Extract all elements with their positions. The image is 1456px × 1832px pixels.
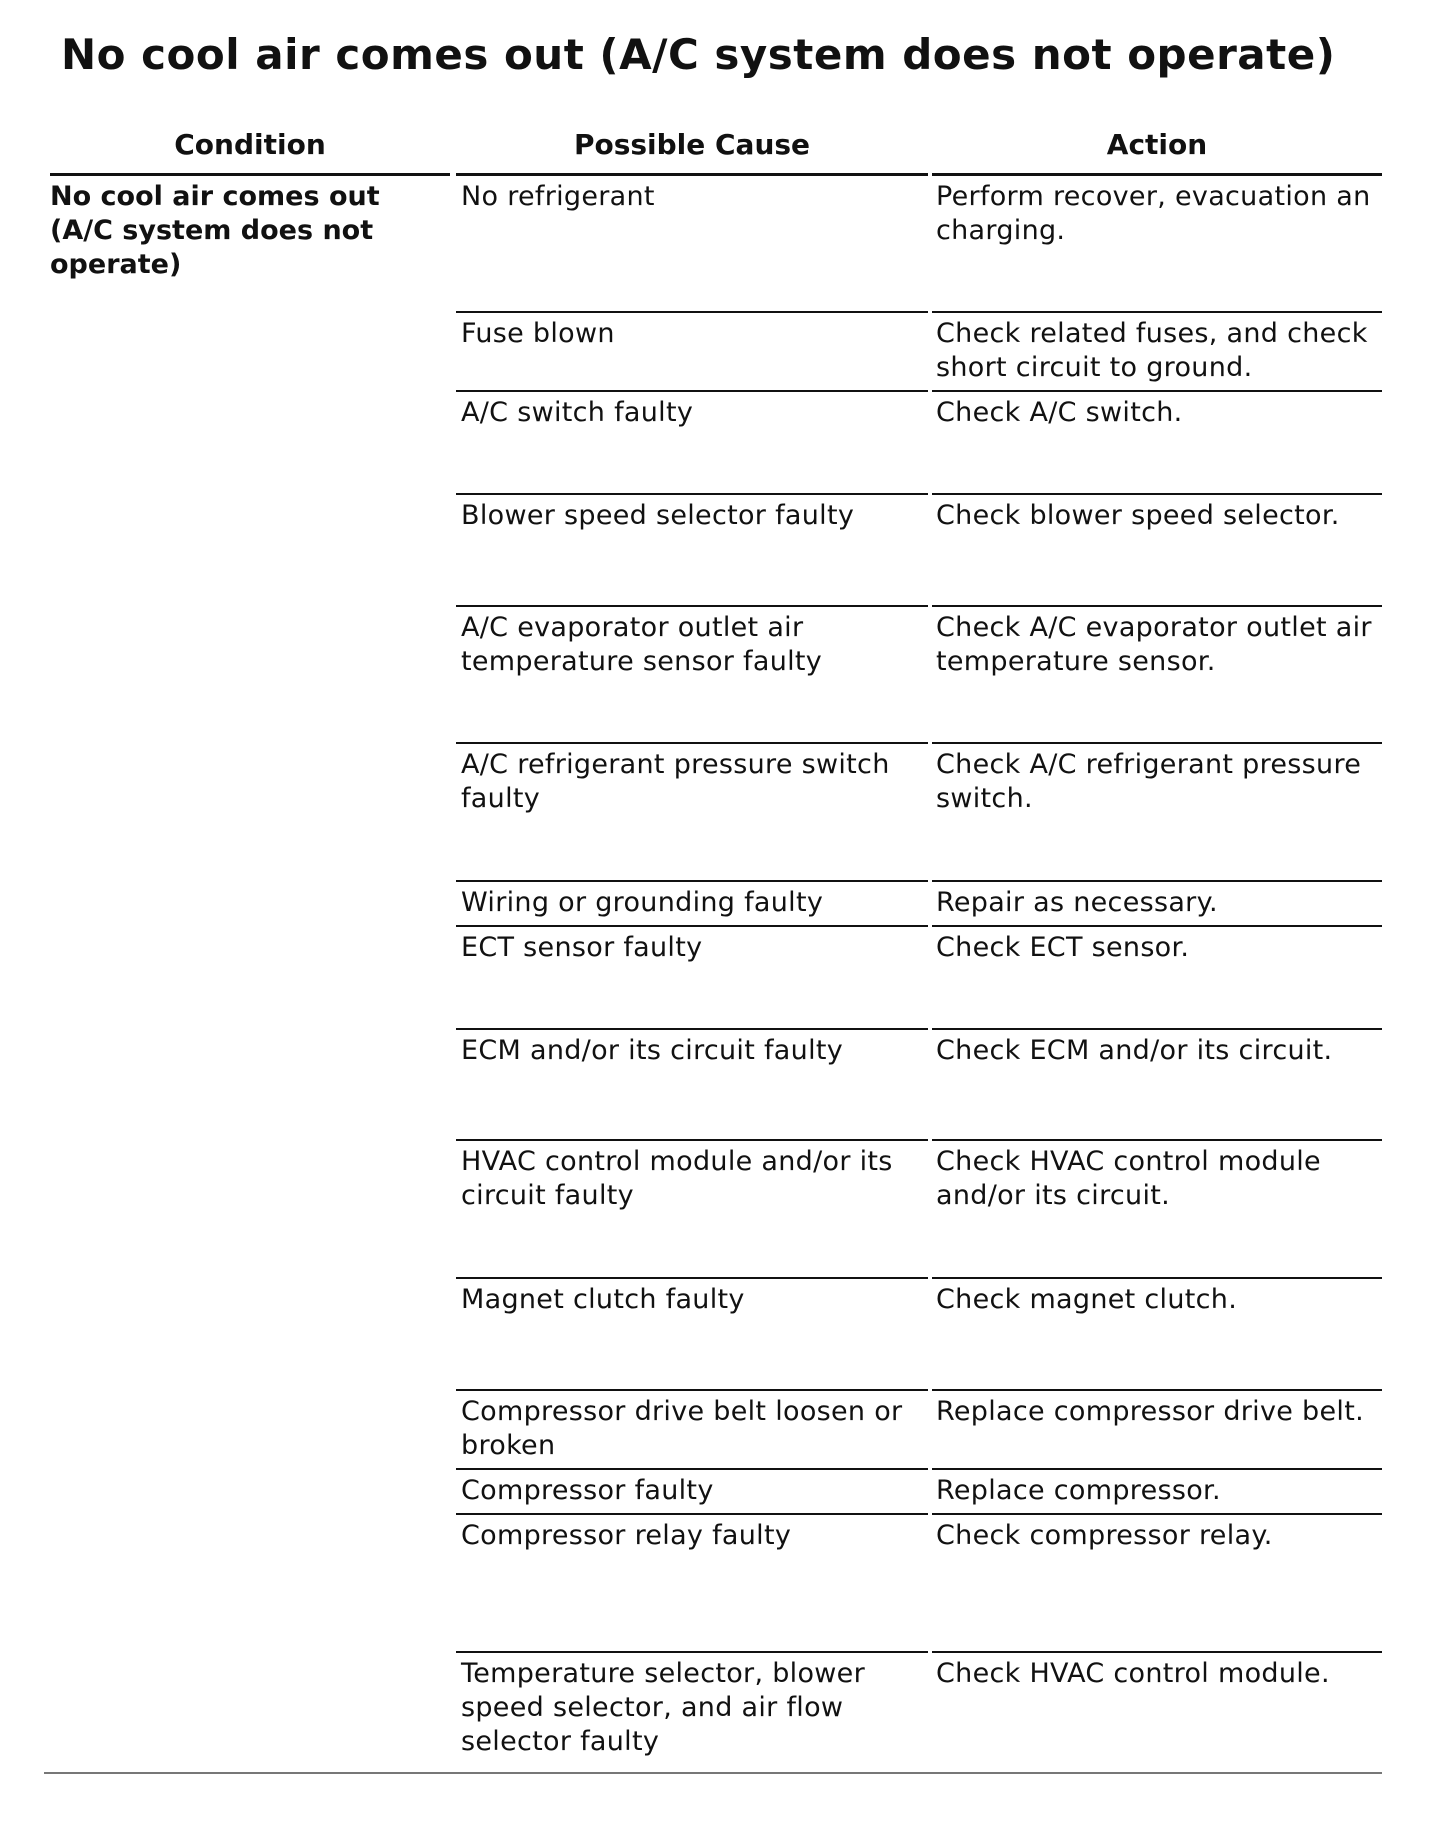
action-cell: Check magnet clutch.: [936, 1284, 1238, 1315]
possible-cause-cell: A/C switch faulty: [461, 397, 694, 428]
possible-cause-cell: Temperature selector, blower speed selector, and air flow selector faulty: [461, 1658, 865, 1757]
action-cell: Check HVAC control module and/or its circuit.: [936, 1146, 1321, 1211]
possible-cause-cell: Compressor faulty: [461, 1475, 714, 1506]
possible-cause-cell: Blower speed selector faulty: [461, 500, 855, 531]
table-row: [0, 882, 1456, 927]
action-cell: Check HVAC control module.: [936, 1658, 1330, 1689]
action-cell: Replace compressor.: [936, 1475, 1221, 1506]
possible-cause-cell: ECM and/or its circuit faulty: [461, 1035, 844, 1066]
possible-cause-cell: Compressor drive belt loosen or broken: [461, 1396, 903, 1461]
action-cell: Repair as necessary.: [936, 887, 1218, 918]
possible-cause-cell: Wiring or grounding faulty: [461, 887, 824, 918]
possible-cause-cell: ECT sensor faulty: [461, 932, 703, 963]
table-row: [0, 1279, 1456, 1391]
action-cell: Check A/C switch.: [936, 397, 1183, 428]
action-cell: Check ECM and/or its circuit.: [936, 1035, 1333, 1066]
table-row: [0, 607, 1456, 744]
action-cell: Check A/C evaporator outlet air temperature sensor.: [936, 612, 1372, 677]
possible-cause-cell: HVAC control module and/or its circuit faulty: [461, 1146, 893, 1211]
action-cell: Check A/C refrigerant pressure switch.: [936, 749, 1362, 814]
table-row: [0, 392, 1456, 495]
action-cell: Perform recover, evacuation an charging.: [936, 181, 1371, 246]
table-row: [0, 744, 1456, 882]
possible-cause-cell: A/C refrigerant pressure switch faulty: [461, 749, 890, 814]
table-row: [0, 1141, 1456, 1279]
table-row: [0, 1391, 1456, 1470]
possible-cause-cell: Compressor relay faulty: [461, 1520, 792, 1551]
table-row: [0, 1470, 1456, 1515]
table-row: [0, 927, 1456, 1030]
trouble-table-body: [0, 176, 1456, 1768]
table-row: [0, 495, 1456, 607]
action-cell: Replace compressor drive belt.: [936, 1396, 1364, 1427]
table-row: [0, 1515, 1456, 1653]
action-cell: Check ECT sensor.: [936, 932, 1190, 963]
table-bottom-divider: [44, 1772, 1382, 1774]
action-cell: Check related fuses, and check short circuit to ground.: [936, 318, 1368, 383]
possible-cause-cell: No refrigerant: [461, 181, 655, 212]
possible-cause-cell: Fuse blown: [461, 318, 615, 349]
table-row: [0, 1030, 1456, 1141]
action-cell: Check compressor relay.: [936, 1520, 1273, 1551]
condition-cell: No cool air comes out (A/C system does not operate): [50, 181, 380, 280]
header-condition: Condition: [174, 128, 326, 161]
table-row: [0, 176, 1456, 313]
header-action: Action: [1106, 128, 1208, 161]
page-title: No cool air comes out (A/C system does not operate): [61, 30, 1336, 79]
table-row: [0, 313, 1456, 392]
action-cell: Check blower speed selector.: [936, 500, 1340, 531]
header-possible-cause: Possible Cause: [573, 128, 811, 161]
table-row: [0, 1653, 1456, 1768]
possible-cause-cell: A/C evaporator outlet air temperature sensor faulty: [461, 612, 823, 677]
possible-cause-cell: Magnet clutch faulty: [461, 1284, 745, 1315]
